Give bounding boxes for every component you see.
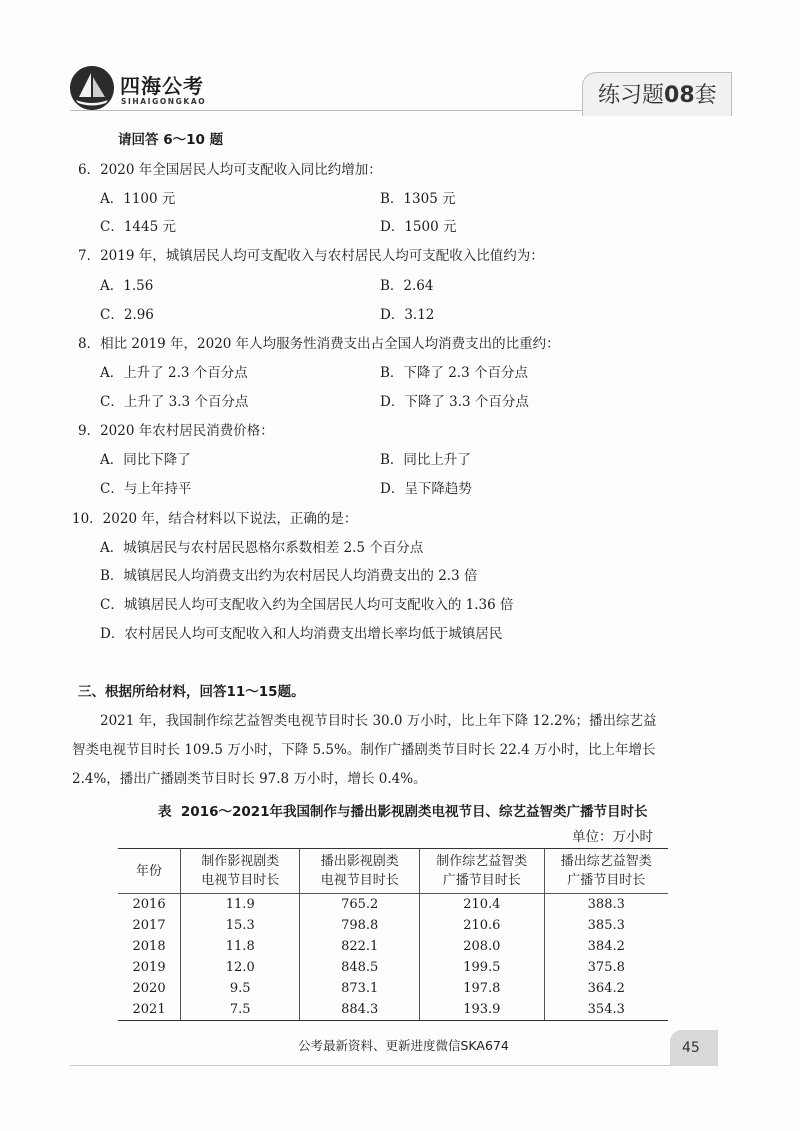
question-10-stem: 10．2020 年，结合材料以下说法，正确的是：	[72, 511, 358, 527]
cell-value: 9.5	[181, 978, 300, 999]
cell-value: 193.9	[420, 999, 544, 1021]
cell-value: 388.3	[544, 894, 668, 916]
header-broadcast-tv-drama-line2: 电视节目时长	[320, 873, 399, 888]
set-title	[598, 78, 717, 109]
header-broadcast-tv-drama-line1: 播出影视剧类	[320, 854, 399, 869]
question-7-option-d[interactable]: D．3.12	[380, 307, 435, 323]
question-8-option-d[interactable]: D．下降了 3.3 个百分点	[380, 394, 529, 410]
cell-value: 765.2	[300, 894, 420, 916]
header-year-label: 年份	[136, 863, 163, 879]
question-7-option-b[interactable]: B．2.64	[380, 278, 434, 294]
table-caption-label: 表	[158, 804, 172, 820]
question-8-option-b[interactable]: B．下降了 2.3 个百分点	[380, 365, 528, 381]
header-produced-radio-variety-line1: 制作综艺益智类	[436, 854, 528, 869]
sailboat-logo-icon	[70, 66, 114, 110]
footer-note: 公考最新资料、更新进度微信SKA674	[298, 1038, 509, 1053]
question-8-stem: 8．相比 2019 年，2020 年人均服务性消费支出占全国人均消费支出的比重约：	[78, 336, 560, 352]
question-10-option-c[interactable]: C．城镇居民人均可支配收入约为全国居民人均可支配收入的 1.36 倍	[100, 597, 514, 613]
data-table	[118, 848, 668, 1021]
cell-value: 208.0	[420, 936, 544, 957]
cell-value: 873.1	[300, 978, 420, 999]
table-row	[118, 978, 668, 999]
question-7-option-c[interactable]: C．2.96	[100, 307, 154, 323]
set-title-number: 08	[664, 83, 695, 108]
cell-value: 7.5	[181, 999, 300, 1021]
cell-year: 2017	[132, 918, 166, 933]
cell-value: 11.8	[181, 936, 300, 957]
brand-subtitle: SIHAIGONGKAO	[121, 97, 207, 106]
question-6-option-d[interactable]: D．1500 元	[380, 219, 457, 235]
question-7-stem: 7．2019 年，城镇居民人均可支配收入与农村居民人均可支配收入比值约为：	[78, 248, 544, 264]
header-year	[118, 849, 181, 894]
section-3-paragraph: 2021 年，我国制作综艺益智类电视节目时长 30.0 万小时，比上年下降 12.2%；播出综艺益智类电视节目时长 109.5 万小时，下降 5.5%。制作广播剧类节目时长 22.4 万小时，比上年增长 2.4%，播出广播剧类节目时长 97.8 万小时，增长 0.4%。	[72, 713, 657, 787]
cell-value: 197.8	[420, 978, 544, 999]
cell-year: 2021	[118, 999, 181, 1021]
question-7-option-a[interactable]: A．1.56	[100, 278, 154, 294]
question-9-option-c[interactable]: C．与上年持平	[100, 481, 192, 497]
header-produced-tv-drama-line1: 制作影视剧类	[201, 854, 280, 869]
set-title-suffix: 套	[694, 83, 717, 108]
cell-year: 2016	[132, 897, 166, 912]
question-6-option-c[interactable]: C．1445 元	[100, 219, 176, 235]
brand-name: 四海公考	[120, 74, 204, 98]
header-produced-radio-variety-line2: 广播节目时长	[442, 873, 521, 888]
question-6-stem: 6．2020 年全国居民人均可支配收入同比约增加：	[78, 162, 382, 178]
section-3-title: 三、根据所给材料，回答11～15题。	[78, 684, 305, 700]
table-row	[118, 915, 668, 936]
question-9-stem: 9．2020 年农村居民消费价格：	[78, 423, 274, 439]
question-10-option-b[interactable]: B．城镇居民人均消费支出约为农村居民人均消费支出的 2.3 倍	[100, 568, 478, 584]
header-produced-tv-drama-line2: 电视节目时长	[201, 873, 280, 888]
cell-value: 385.3	[544, 915, 668, 936]
table-row	[118, 936, 668, 957]
table-row	[118, 999, 668, 1021]
table-unit: 单位：万小时	[572, 829, 653, 845]
question-8-option-c[interactable]: C．上升了 3.3 个百分点	[100, 394, 249, 410]
cell-year: 2020	[132, 981, 166, 996]
cell-value: 11.9	[181, 894, 300, 916]
section-intro: 请回答 6～10 题	[118, 132, 224, 148]
cell-value: 210.6	[420, 915, 544, 936]
header-produced-tv-drama	[181, 849, 300, 894]
cell-value: 384.2	[544, 936, 668, 957]
cell-year: 2019	[132, 960, 166, 975]
cell-value: 15.3	[181, 915, 300, 936]
header-divider	[70, 110, 600, 111]
cell-year: 2018	[132, 939, 166, 954]
cell-value: 210.4	[420, 894, 544, 916]
question-6-option-b[interactable]: B．1305 元	[380, 191, 456, 207]
header-broadcast-radio-variety	[544, 849, 668, 894]
cell-value: 364.2	[544, 978, 668, 999]
table-row	[118, 957, 668, 978]
cell-value: 199.5	[420, 957, 544, 978]
brand-logo	[70, 66, 210, 114]
cell-value: 822.1	[300, 936, 420, 957]
header-broadcast-radio-variety-line1: 播出综艺益智类	[560, 854, 652, 869]
question-10-option-a[interactable]: A．城镇居民与农村居民恩格尔系数相差 2.5 个百分点	[100, 540, 424, 556]
table-row	[118, 894, 668, 916]
question-9-option-a[interactable]: A．同比下降了	[100, 452, 191, 468]
question-6-option-a[interactable]: A．1100 元	[100, 191, 176, 207]
cell-value: 798.8	[300, 915, 420, 936]
question-9-option-d[interactable]: D．呈下降趋势	[380, 481, 472, 497]
cell-value: 848.5	[300, 957, 420, 978]
table-header-row	[118, 849, 668, 894]
footer-divider	[70, 1065, 670, 1066]
cell-value: 884.3	[300, 999, 420, 1021]
cell-value: 375.8	[544, 957, 668, 978]
question-9-option-b[interactable]: B．同比上升了	[380, 452, 471, 468]
set-title-prefix: 练习题	[598, 83, 665, 108]
cell-value: 12.0	[181, 957, 300, 978]
cell-value: 354.3	[544, 999, 668, 1021]
header-broadcast-radio-variety-line2: 广播节目时长	[567, 873, 646, 888]
table-caption-text: 2016～2021年我国制作与播出影视剧类电视节目、综艺益智类广播节目时长	[180, 804, 648, 820]
question-10-option-d[interactable]: D．农村居民人均可支配收入和人均消费支出增长率均低于城镇居民	[100, 626, 503, 642]
header-produced-radio-variety	[420, 849, 544, 894]
table-caption	[158, 806, 648, 820]
page-number: 45	[682, 1040, 700, 1056]
header-broadcast-tv-drama	[300, 849, 420, 894]
question-8-option-a[interactable]: A．上升了 2.3 个百分点	[100, 365, 248, 381]
